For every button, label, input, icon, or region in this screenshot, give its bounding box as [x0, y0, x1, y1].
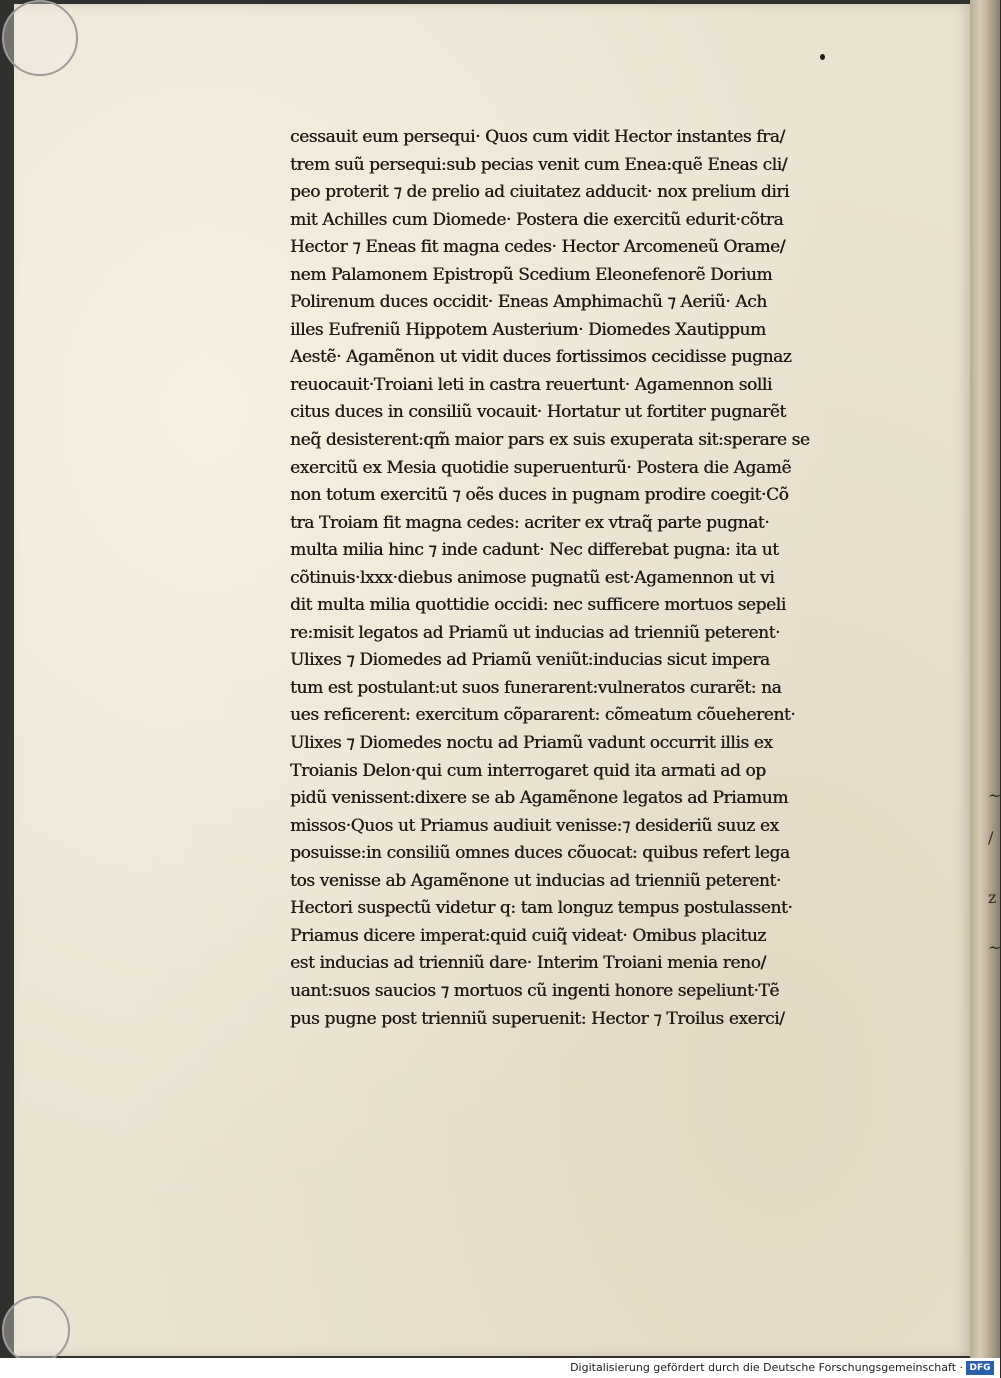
page-clip-top [2, 0, 78, 76]
text-line: Ulixes ⁊ Diomedes ad Priamũ veniũt:inducias sicut impera [290, 650, 770, 671]
edge-mark: ~ [988, 786, 1001, 805]
text-line: nem Palamonem Epistropũ Scedium Eleonefenorẽ Dorium [290, 264, 773, 285]
dfg-logo: DFG [966, 1361, 994, 1375]
printed-text-block [290, 124, 850, 1033]
text-line: est inducias ad trienniũ dare· Interim Troiani menia reno/ [290, 953, 766, 974]
text-line: cessauit eum persequi· Quos cum vidit Hector instantes fra/ [290, 127, 785, 147]
text-line: uant:suos saucios ⁊ mortuos cũ ingenti honore sepeliunt·Tẽ [290, 980, 779, 1001]
text-line: dit multa milia quottidie occidi: nec sufficere mortuos sepeli [290, 595, 786, 616]
edge-mark: z [988, 888, 997, 907]
text-line: cõtinuis·lxxx·diebus animose pugnatũ est·Agamennon ut vi [290, 567, 775, 588]
text-line: Ulixes ⁊ Diomedes noctu ad Priamũ vadunt occurrit illis ex [290, 733, 773, 754]
digitization-credit: Digitalisierung gefördert durch die Deutsche Forschungsgemeinschaft · [570, 1361, 963, 1374]
text-line: exercitũ ex Mesia quotidie superuenturũ· Postera die Agamẽ [290, 457, 792, 478]
text-line: neq̃ desisterent:qm̃ maior pars ex suis exuperata sit:sperare se [290, 430, 810, 451]
page-clip-bottom [2, 1296, 70, 1364]
text-line: pidũ venissent:dixere se ab Agamẽnone legatos ad Priamum [290, 788, 788, 809]
text-line: tum est postulant:ut suos funerarent:vulneratos curarẽt: na [290, 677, 782, 698]
text-line: Aestẽ· Agamẽnon ut vidit duces fortissimos cecidisse pugnaz [290, 347, 792, 368]
text-line: mit Achilles cum Diomede· Postera die exercitũ edurit·cõtra [290, 209, 784, 230]
text-line: re:misit legatos ad Priamũ ut inducias ad trienniũ peterent· [290, 622, 781, 643]
text-line: trem suũ persequi:sub pecias venit cum Enea:quẽ Eneas cli/ [290, 154, 788, 175]
text-line: Polirenum duces occidit· Eneas Amphimachũ ⁊ Aeriũ· Ach [290, 292, 767, 313]
page-edge [970, 0, 1000, 1358]
text-line: Priamus dicere imperat:quid cuiq̃ videat· Omibus placituz [290, 925, 766, 946]
edge-mark: / [988, 828, 994, 847]
text-line: multa milia hinc ⁊ inde cadunt· Nec differebat pugna: ita ut [290, 540, 779, 561]
ink-spot [820, 54, 825, 60]
text-line: missos·Quos ut Priamus audiuit venisse:⁊ desideriũ suuz ex [290, 815, 779, 836]
text-line: illes Eufreniũ Hippotem Austerium· Diomedes Xautippum [290, 319, 766, 340]
text-line: Hector ⁊ Eneas fit magna cedes· Hector Arcomeneũ Orame/ [290, 237, 785, 258]
text-line: Hectori suspectũ videtur q: tam longuz tempus postulassent· [290, 898, 793, 919]
text-line: tra Troiam fit magna cedes: acriter ex vtraq̃ parte pugnat· [290, 512, 770, 533]
edge-mark: ~ [988, 938, 1001, 957]
text-line: tos venisse ab Agamẽnone ut inducias ad trienniũ peterent· [290, 870, 781, 891]
text-line: pus pugne post trienniũ superuenit: Hector ⁊ Troilus exerci/ [290, 1008, 785, 1029]
text-line: citus duces in consiliũ vocauit· Hortatur ut fortiter pugnarẽt [290, 402, 786, 423]
text-line: ues reficerent: exercitum cõpararent: cõmeatum cõueherent· [290, 705, 796, 726]
text-line: posuisse:in consiliũ omnes duces cõuocat: quibus refert lega [290, 843, 790, 864]
text-line: non totum exercitũ ⁊ oẽs duces in pugnam prodire coegit·Cõ [290, 485, 789, 506]
text-line: peo proterit ⁊ de prelio ad ciuitatez adducit· nox prelium diri [290, 182, 790, 203]
text-line: Troianis Delon·qui cum interrogaret quid ita armati ad op [290, 760, 766, 781]
text-line: reuocauit·Troiani leti in castra reuertunt· Agamennon solli [290, 374, 772, 395]
